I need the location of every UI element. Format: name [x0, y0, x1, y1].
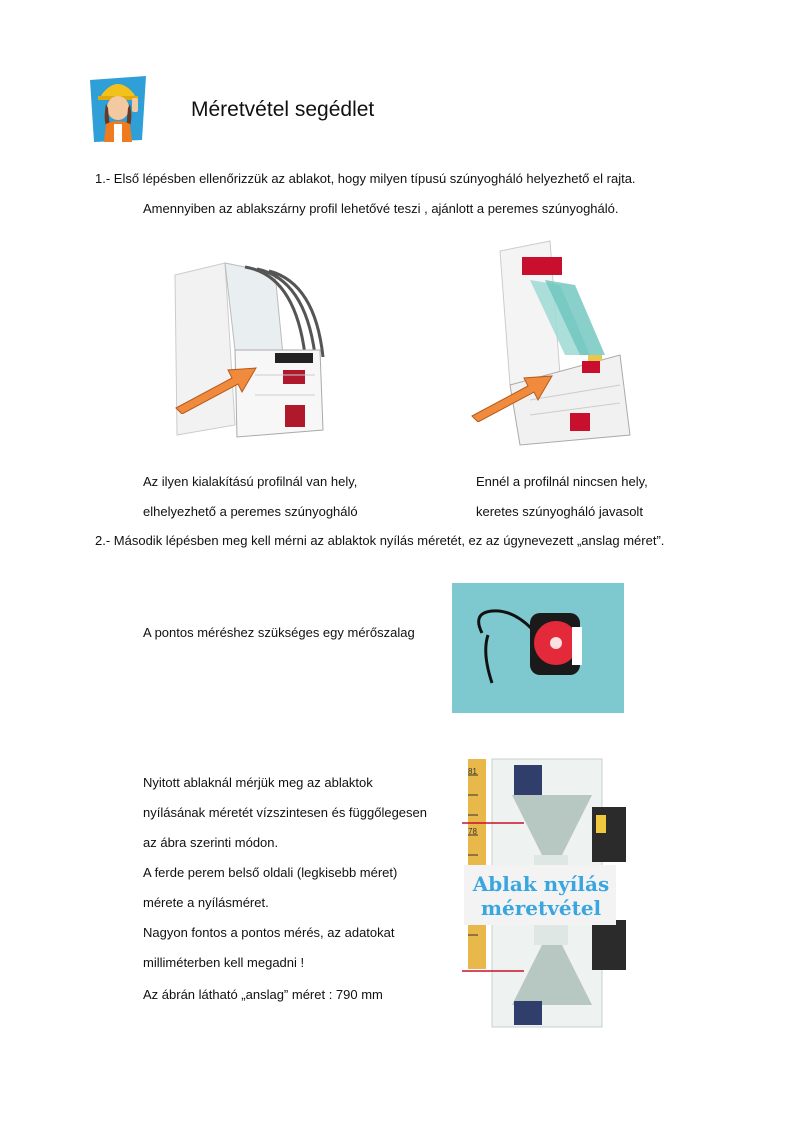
measure-line-3: az ábra szerinti módon.	[143, 835, 279, 850]
diagram-label-1: Ablak nyílás	[472, 872, 610, 896]
left-caption-2: elhelyezhető a peremes szúnyogháló	[143, 504, 358, 519]
measure-line-1: Nyitott ablaknál mérjük meg az ablaktok	[143, 775, 373, 790]
step1-line1: 1.- Első lépésben ellenőrizzük az ablakot, hogy milyen típusú szúnyogháló helyezhető el rajta.	[95, 171, 636, 186]
right-caption-2: keretes szúnyogháló javasolt	[476, 504, 643, 519]
arrow-right-icon	[174, 362, 258, 414]
measure-line-4: A ferde perem belső oldali (legkisebb méret)	[143, 865, 398, 880]
tape-text: A pontos méréshez szükséges egy mérőszalag	[143, 625, 415, 640]
step2-line1: 2.- Második lépésben meg kell mérni az ablaktok nyílás méretét, ez az úgynevezett „anslag méret”.	[95, 533, 665, 548]
page-title: Méretvétel segédlet	[191, 98, 375, 121]
worker-woman-helmet-icon	[84, 68, 152, 144]
measure-line-5: mérete a nyílásméret.	[143, 895, 269, 910]
measure-line-2: nyílásának méretét vízszintesen és függőlegesen	[143, 805, 428, 820]
measure-line-8: Az ábrán látható „anslag” méret : 790 mm	[143, 987, 383, 1002]
measure-line-6: Nagyon fontos a pontos mérés, az adatokat	[143, 925, 395, 940]
flanged-profile-image	[165, 255, 325, 445]
diagram-label-2: méretvétel	[480, 896, 602, 920]
tape-measure-photo	[452, 583, 624, 713]
right-caption-1: Ennél a profilnál nincsen hely,	[476, 474, 648, 489]
ruler-number: 78	[468, 827, 477, 836]
left-caption-1: Az ilyen kialakítású profilnál van hely,	[143, 474, 358, 489]
arrow-right-icon	[470, 370, 554, 422]
measure-line-7: milliméterben kell megadni !	[143, 955, 305, 970]
ruler-number: 81	[468, 767, 477, 776]
step1-line2: Amennyiben az ablakszárny profil lehetővé teszi , ajánlott a peremes szúnyogháló.	[143, 201, 619, 216]
